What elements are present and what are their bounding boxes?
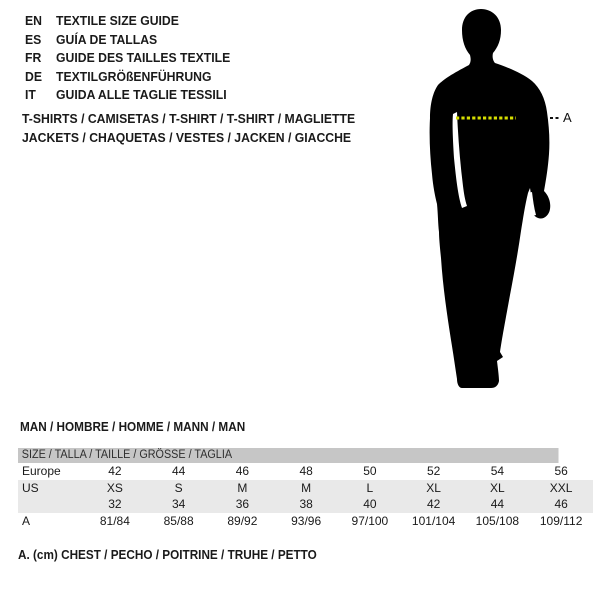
language-code: FR: [25, 50, 42, 66]
size-cell: M: [237, 480, 248, 495]
row-label: Europe: [22, 464, 61, 479]
size-cell: 44: [490, 497, 505, 512]
size-cell: M: [301, 480, 312, 495]
language-title: GUIDE DES TAILLES TEXTILE: [56, 50, 231, 66]
size-cell: 54: [490, 464, 505, 479]
size-cell: XS: [106, 480, 123, 495]
size-cell: 89/92: [227, 513, 258, 528]
size-table: [18, 448, 593, 529]
measure-label-a: A: [563, 110, 572, 125]
product-categories: [22, 109, 355, 147]
size-cell: 32: [108, 497, 122, 512]
size-table-header: SIZE / TALLA / TAILLE / GRÖSSE / TAGLIA: [18, 448, 559, 463]
size-cell: 44: [171, 464, 186, 479]
size-cell: XXL: [549, 480, 573, 495]
size-cell: 93/96: [291, 513, 322, 528]
language-list: [25, 12, 230, 105]
size-cell: 42: [426, 497, 441, 512]
language-row: [25, 68, 230, 87]
language-row: [25, 86, 230, 105]
language-row: [25, 12, 230, 31]
size-cell: 42: [108, 464, 122, 479]
size-cell: 46: [554, 497, 568, 512]
product-line-jackets: JACKETS / CHAQUETAS / VESTES / JACKEN / GIACCHE: [22, 130, 352, 145]
size-cell: L: [366, 480, 374, 495]
size-cell: 34: [171, 497, 186, 512]
size-cell: 46: [235, 464, 250, 479]
man-silhouette: [400, 0, 600, 400]
size-cell: S: [174, 480, 183, 495]
size-cell: 97/100: [351, 513, 389, 528]
language-title: GUÍA DE TALLAS: [56, 31, 158, 47]
section-title-man: MAN / HOMBRE / HOMME / MANN / MAN: [20, 420, 246, 434]
size-cell: 81/84: [99, 513, 130, 528]
language-title: TEXTILGRÖßENFÜHRUNG: [56, 68, 212, 84]
size-cell: 101/104: [411, 513, 456, 528]
language-title: TEXTILE SIZE GUIDE: [56, 13, 179, 28]
language-title: GUIDA ALLE TAGLIE TESSILI: [56, 87, 227, 103]
size-cell: 105/108: [475, 513, 520, 528]
language-code: ES: [25, 31, 42, 47]
size-cell: XL: [490, 480, 505, 495]
measurement-footnote: A. (cm) CHEST / PECHO / POITRINE / TRUHE / PETTO: [18, 548, 317, 562]
table-row-us: [18, 480, 593, 497]
size-cell: 38: [299, 497, 313, 512]
row-label: US: [22, 480, 39, 495]
size-cell: XL: [426, 480, 441, 495]
table-row-chest-a: [18, 513, 593, 530]
size-cell: 109/112: [539, 513, 583, 528]
size-cell: 85/88: [163, 513, 194, 528]
table-row-europe: [18, 463, 593, 480]
table-row-us-numeric: [18, 496, 593, 513]
size-cell: 56: [554, 464, 568, 479]
language-code: EN: [25, 13, 42, 28]
language-code: DE: [25, 68, 42, 84]
size-cell: 36: [235, 497, 250, 512]
size-cell: 50: [363, 464, 377, 479]
size-cell: 52: [426, 464, 441, 479]
size-cell: 40: [363, 497, 377, 512]
language-code: IT: [25, 87, 36, 103]
language-row: [25, 31, 230, 50]
figure-area: [400, 0, 600, 400]
row-label: A: [22, 513, 31, 528]
product-line-tshirts: T-SHIRTS / CAMISETAS / T-SHIRT / T-SHIRT / MAGLIETTE: [22, 111, 356, 126]
language-row: [25, 49, 230, 68]
size-cell: 48: [299, 464, 313, 479]
